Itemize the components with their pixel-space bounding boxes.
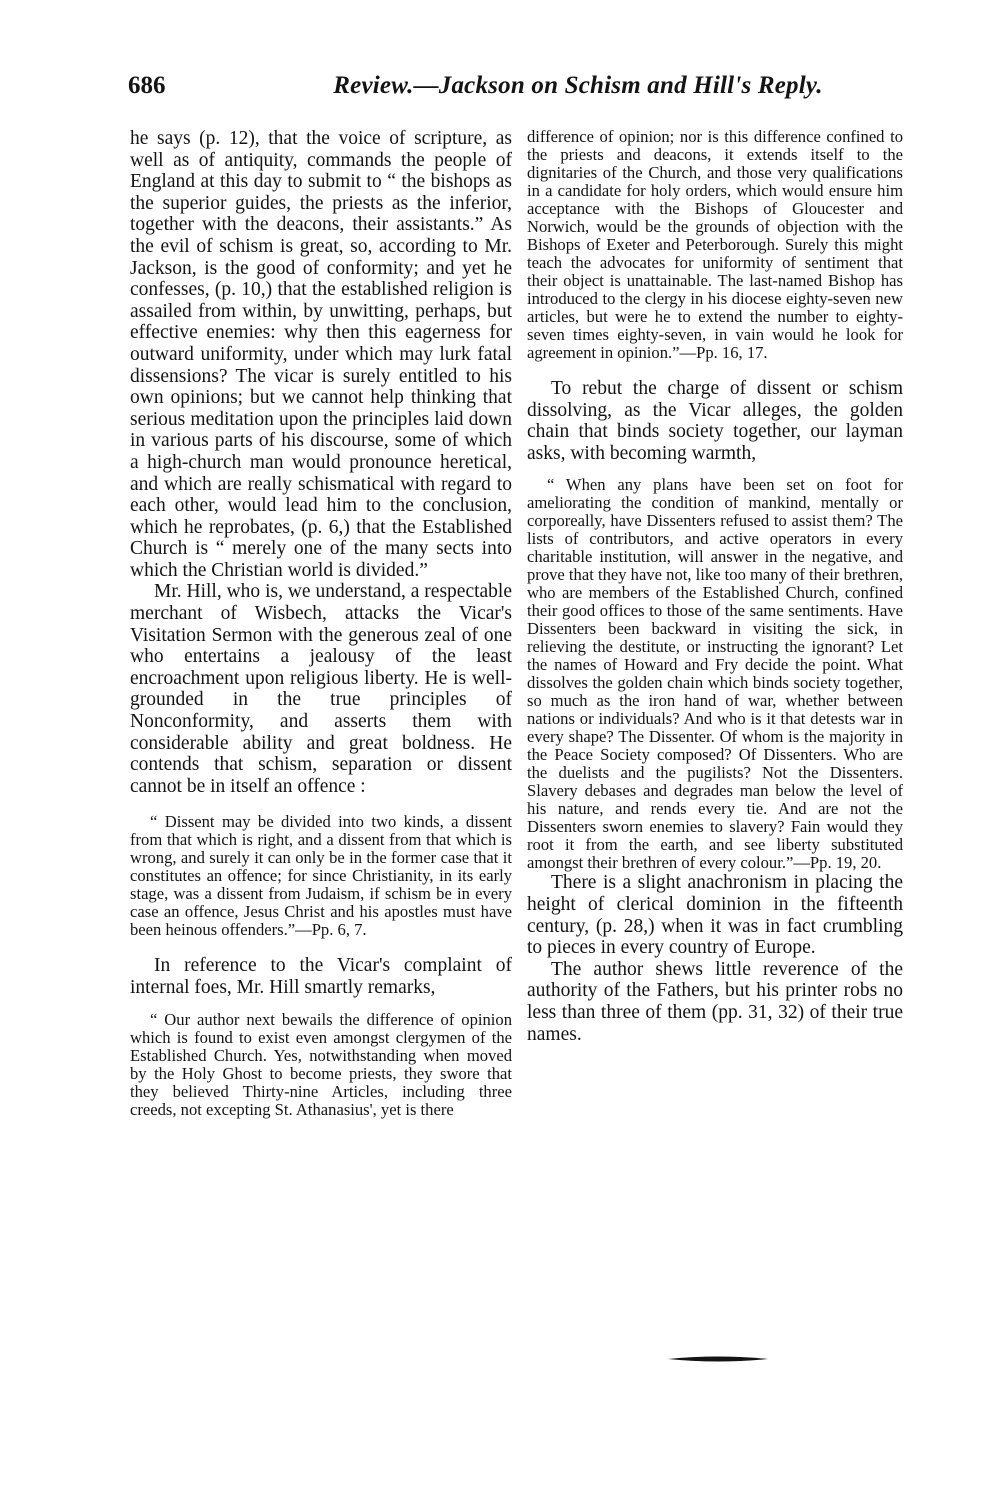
paragraph-fathers: The author shews little reverence of the authority of the Fathers, but his printer robs no less than three of them (pp. 31, 32) of their true names. [527, 958, 903, 1045]
paragraph-golden-chain: To rebut the charge of dissent or schism dissolving, as the Vicar alleges, the golden chain that binds society together, our layman asks, with becoming warmth, [527, 378, 903, 464]
quote-dissent-kinds: “ Dissent may be divided into two kinds, a dissent from that which is right, and a dissent from that which is wrong, and surely it can only be in the former case that it constitutes an offence; for since Christianity, in its early stage, was a dissent from Judaism, if schism be in every case an offence, Jesus Christ and his apostles must have been heinous offenders.”—Pp. 6, 7. [130, 812, 512, 940]
page-header [128, 72, 898, 108]
quote-difference-of-opinion: “ Our author next bewails the difference of opinion which is found to exist even amongst clergymen of the Established Church. Yes, notwithstanding when moved by the Holy Ghost to become priests, they swore that they believed Thirty-nine Articles, including three creeds, not excepting St. Athanasius', yet is there [130, 1009, 512, 1119]
running-head: Review.—Jackson on Schism and Hill's Reply. [333, 72, 823, 99]
section-end-ornament [668, 1355, 768, 1363]
right-column [527, 128, 903, 1045]
quote-difference-continued: difference of opinion; nor is this difference confined to the priests and deacons, it extends itself to the dignitaries of the Church, and those very qualifications in a candidate for holy orders, which would ensure him acceptance with the Bishops of Gloucester and Norwich, would be the grounds of objection with the Bishops of Exeter and Peterborough. Surely this might teach the advocates for uniformity of sentiment that their object is unattainable. The last-named Bishop has introduced to the clergy in his diocese eighty-seven new articles, but were he to extend the number to eighty-seven times eighty-seven, in vain would he look for agreement in opinion.”—Pp. 16, 17. [527, 127, 903, 362]
paragraph-schism-conformity: he says (p. 12), that the voice of scripture, as well as of antiquity, commands the people of England at this day to submit to “ the bishops as the superior guides, the priests as the inferior, together with the deacons, their assistants.” As the evil of schism is great, so, according to Mr. Jackson, is the good of conformity; and yet he confesses, (p. 10,) that the established religion is assailed from within, by unwitting, perhaps, but effective enemies: why then this eagerness for outward uniformity, under which may lurk fatal dissensions? The vicar is surely entitled to his own opinions; but we cannot help thinking that serious meditation upon the principles laid down in various parts of his discourse, some of which a high-church man would pronounce heretical, and which are really schismatical with regard to each other, would lead him to the conclusion, which he reprobates, (p. 6,) that the Established Church is “ merely one of the many sects into which the Christian world is divided.” [130, 128, 512, 581]
paragraph-anachronism: There is a slight anachronism in placing the height of clerical dominion in the fifteenth century, (p. 28,) when it was in fact crumbling to pieces in every country of Europe. [527, 872, 903, 959]
paragraph-internal-foes: In reference to the Vicar's complaint of internal foes, Mr. Hill smartly remarks, [130, 955, 512, 998]
quote-dissenters-charity: “ When any plans have been set on foot for ameliorating the condition of mankind, mentally or corporeally, have Dissenters refused to assist them? The lists of contributors, and active operators in every charitable institution, will answer in the negative, and prove that they have not, like too many of their brethren, who are members of the Established Church, confined their good offices to those of the same sentiments. Have Dissenters been backward in visiting the sick, in relieving the destitute, or instructing the ignorant? Let the names of Howard and Fry decide the point. What dissolves the golden chain which binds society together, so much as the iron hand of war, whether between nations or individuals? And who is it that detests war in every shape? The Dissenter. Of whom is the majority in the Peace Society composed? Of Dissenters. Who are the duelists and the pugilists? Not the Dissenters. Slavery debases and degrades man below the level of his nature, and rends every tie. And are not the Dissenters sworn enemies to slavery? Fain would they root it from the earth, and see liberty substituted amongst their brethren of every colour.”—Pp. 19, 20. [527, 475, 904, 873]
left-column [130, 128, 512, 1119]
paragraph-mr-hill: Mr. Hill, who is, we understand, a respectable merchant of Wisbech, attacks the Vicar's Visitation Sermon with the generous zeal of one who entertains a jealousy of the least encroachment upon religious liberty. He is well-grounded in the true principles of Nonconformity, and asserts them with considerable ability and great boldness. He contends that schism, separation or dissent cannot be in itself an offence : [130, 581, 512, 797]
page-number: 686 [128, 72, 166, 99]
